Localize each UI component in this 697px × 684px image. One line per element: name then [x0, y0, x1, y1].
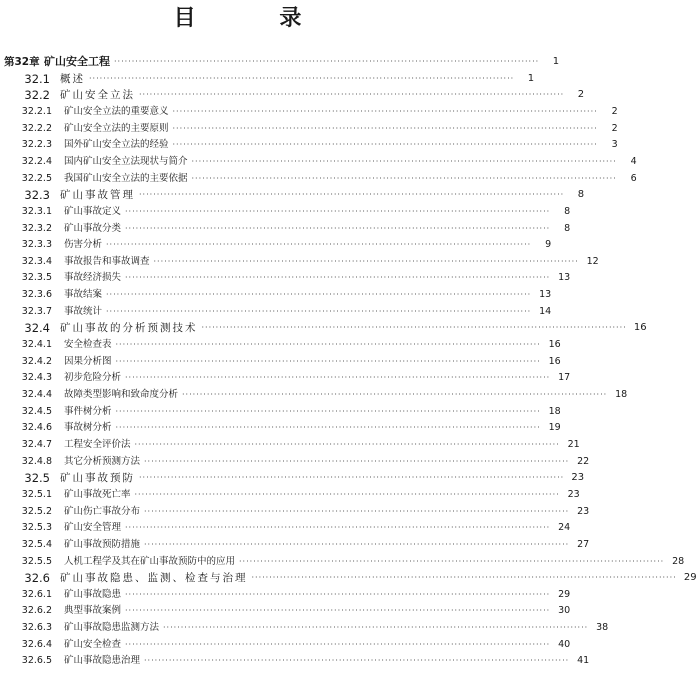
toc-entry-page: 28 — [672, 555, 685, 567]
toc-entry-page: 1 — [527, 72, 535, 84]
toc-entry-title: 事故统计 — [64, 305, 103, 317]
toc-entry-sub — [0, 337, 561, 353]
dot-leader: ························································································································ — [134, 489, 560, 499]
toc-entry-number: 32.2.2 — [21, 122, 52, 134]
toc-entry-section — [0, 470, 585, 486]
toc-entry-sub — [0, 370, 571, 386]
toc-entry-sub — [0, 587, 571, 603]
toc-entry-title: 矿山安全立法的主要原则 — [64, 122, 169, 134]
dot-leader: ························································································································ — [125, 373, 551, 383]
toc-entry-section — [0, 87, 585, 103]
dot-leader: ························································································································ — [144, 456, 570, 466]
toc-entry-sub — [0, 304, 552, 320]
toc-entry-number: 32.3.4 — [21, 255, 52, 267]
toc-entry-number: 32.2.4 — [21, 155, 52, 167]
toc-entry-page: 21 — [567, 438, 580, 450]
toc-entry-page: 27 — [577, 538, 590, 550]
toc-entry-page: 23 — [577, 505, 590, 517]
toc-entry-sub — [0, 404, 561, 420]
dot-leader: ························································································································ — [251, 573, 677, 583]
toc-entry-number: 32.3.6 — [21, 289, 52, 301]
toc-entry-page: 23 — [571, 472, 585, 484]
toc-entry-title: 矿山安全工程 — [44, 55, 110, 68]
dot-leader: ························································································································ — [115, 406, 541, 416]
toc-entry-page: 1 — [552, 56, 560, 67]
toc-entry-number: 32.1 — [24, 71, 50, 86]
dot-leader: ························································································································ — [172, 123, 598, 133]
toc-entry-title: 矿山事故隐患监测方法 — [64, 622, 160, 634]
toc-entry-page: 14 — [539, 305, 552, 317]
toc-entry-number: 32.2.5 — [21, 172, 52, 184]
toc-entry-page: 13 — [558, 272, 571, 284]
toc-entry-page: 4 — [630, 155, 637, 167]
toc-entry-title: 矿山事故分类 — [64, 222, 122, 234]
toc-entry-number: 32.4.6 — [21, 422, 52, 434]
toc-entry-title: 事件树分析 — [64, 405, 112, 417]
toc-entry-sub — [0, 437, 580, 453]
toc-entry-title: 矿山事故死亡率 — [64, 488, 131, 500]
toc-entry-title: 初步危险分析 — [64, 372, 122, 384]
dot-leader: ························································································································ — [125, 206, 551, 216]
toc-entry-sub — [0, 620, 609, 636]
toc-entry-number: 32.2.1 — [21, 105, 52, 117]
toc-entry-number: 32.6.1 — [21, 588, 52, 600]
dot-leader: ························································································································ — [182, 390, 608, 399]
toc-entry-title: 矿山事故隐患 — [64, 588, 122, 600]
toc-entry-sub — [0, 121, 618, 137]
toc-entry-title: 国外矿山安全立法的经验 — [64, 139, 169, 151]
toc-entry-title: 事故结案 — [64, 289, 103, 301]
toc-entry-sub — [0, 454, 590, 470]
toc-entry-page: 16 — [548, 339, 561, 351]
dot-leader: ························································································································ — [144, 656, 570, 666]
toc-entry-page: 6 — [630, 172, 637, 184]
toc-entry-page: 38 — [596, 622, 609, 634]
dot-leader: ························································································································ — [144, 539, 570, 549]
toc-entry-title: 国内矿山安全立法现状与简介 — [64, 155, 188, 167]
toc-entry-sub — [0, 504, 590, 520]
toc-entry-sub — [0, 554, 685, 570]
toc-entry-number: 第32章 — [4, 56, 40, 68]
dot-leader: ························································································································ — [125, 523, 551, 533]
toc-entry-number: 32.4.1 — [21, 339, 52, 351]
toc-entry-page: 2 — [577, 89, 585, 101]
toc-entry-title: 因果分析图 — [64, 355, 112, 367]
toc-entry-page: 16 — [633, 322, 647, 334]
toc-entry-page: 18 — [548, 405, 561, 417]
toc-entry-title: 矿山安全立法 — [60, 89, 135, 102]
toc-entry-title: 工程安全评价法 — [64, 438, 131, 450]
toc-entry-sub — [0, 154, 637, 170]
toc-entry-sub — [0, 270, 571, 286]
dot-leader: ························································································································ — [125, 223, 551, 233]
dot-leader: ························································································································ — [125, 589, 551, 599]
toc-entry-page: 8 — [564, 222, 571, 234]
toc-entry-page: 8 — [577, 189, 585, 201]
toc-entry-number: 32.6 — [24, 571, 50, 586]
toc-entry-number: 32.5.3 — [21, 522, 52, 534]
toc-entry-section — [0, 187, 585, 203]
toc-entry-page: 2 — [611, 122, 618, 134]
toc-entry-number: 32.4.3 — [21, 372, 52, 384]
toc-entry-page: 18 — [615, 389, 628, 400]
toc-entry-number: 32.3 — [24, 188, 50, 203]
dot-leader: ························································································································ — [106, 306, 532, 316]
dot-leader: ························································································································ — [125, 606, 551, 616]
toc-entry-number: 32.5 — [24, 471, 50, 486]
toc-entry-page: 16 — [548, 355, 561, 367]
toc-entry-title: 其它分析预测方法 — [64, 455, 141, 467]
dot-leader: ························································································································ — [172, 140, 598, 150]
toc-entry-number: 32.6.3 — [21, 622, 52, 634]
toc-entry-title: 事故报告和事故调查 — [64, 255, 150, 267]
toc-entry-sub — [0, 104, 618, 120]
toc-entry-title: 矿山事故的分析预测技术 — [60, 322, 198, 335]
toc-entry-page: 22 — [577, 455, 590, 467]
toc-entry-number: 32.5.5 — [21, 555, 52, 567]
dot-leader: ························································································································ — [144, 506, 570, 516]
toc-entry-sub — [0, 204, 571, 220]
toc-entry-page: 2 — [611, 105, 618, 117]
toc-entry-number: 32.6.5 — [21, 655, 52, 667]
toc-entry-section — [0, 71, 535, 87]
toc-entry-sub — [0, 420, 561, 436]
toc-entry-sub — [0, 354, 561, 370]
toc-entry-page: 41 — [577, 655, 590, 667]
dot-leader: ························································································································ — [239, 556, 665, 566]
toc-entry-number: 32.6.2 — [21, 605, 52, 617]
dot-leader: ························································································································ — [125, 273, 551, 283]
dot-leader: ························································································································ — [115, 356, 541, 366]
toc-entry-title: 矿山事故隐患、监测、检查与治理 — [60, 572, 248, 585]
dot-leader: ························································································································ — [191, 156, 617, 166]
toc-entry-title: 矿山事故隐患治理 — [64, 655, 141, 667]
dot-leader: ························································································································ — [139, 190, 565, 200]
toc-entry-page: 17 — [558, 372, 571, 384]
toc-entry-number: 32.5.4 — [21, 538, 52, 550]
toc-entry-title: 矿山安全立法的重要意义 — [64, 105, 169, 117]
toc-entry-title: 矿山事故定义 — [64, 205, 122, 217]
dot-leader: ························································································································ — [115, 423, 541, 433]
toc-entry-number: 32.4.4 — [21, 389, 52, 400]
dot-leader: ························································································································ — [114, 57, 540, 66]
toc-entry-page: 13 — [539, 289, 552, 301]
dot-leader: ························································································································ — [139, 90, 565, 100]
toc-entry-page: 29 — [558, 588, 571, 600]
toc-entry-page: 23 — [567, 488, 580, 500]
toc-entry-page: 30 — [558, 605, 571, 617]
toc-entry-title: 概述 — [60, 72, 85, 85]
dot-leader: ························································································································ — [201, 323, 627, 333]
toc-entry-number: 32.2.3 — [21, 139, 52, 151]
toc-entry-title: 人机工程学及其在矿山事故预防中的应用 — [64, 555, 236, 567]
dot-leader: ························································································································ — [172, 106, 598, 116]
toc-entry-title: 矿山伤亡事故分布 — [64, 505, 141, 517]
dot-leader: ························································································································ — [163, 623, 589, 633]
toc-entry-page: 19 — [548, 422, 561, 434]
toc-entry-number: 32.4 — [24, 321, 50, 336]
toc-entry-sub — [0, 603, 571, 619]
toc-entry-title: 安全检查表 — [64, 339, 112, 351]
toc-entry-title: 我国矿山安全立法的主要依据 — [64, 172, 188, 184]
toc-entry-number: 32.5.1 — [21, 488, 52, 500]
toc-entry-number: 32.5.2 — [21, 505, 52, 517]
dot-leader: ························································································································ — [134, 439, 560, 449]
toc-entry-sub — [0, 137, 618, 153]
dot-leader: ························································································································ — [115, 340, 541, 350]
page-title: 目 录 — [173, 6, 340, 31]
toc-entry-page: 9 — [545, 239, 552, 251]
toc-entry-title: 矿山安全检查 — [64, 638, 122, 650]
toc-entry-number: 32.3.5 — [21, 272, 52, 284]
dot-leader: ························································································································ — [89, 73, 515, 83]
toc-entry-sub — [0, 221, 571, 237]
toc-entry-number: 32.3.1 — [21, 205, 52, 217]
toc-entry-sub — [0, 653, 590, 669]
toc-entry-title: 矿山事故管理 — [60, 189, 135, 202]
toc-entry-chapter — [0, 54, 560, 70]
toc-entry-number: 32.3.2 — [21, 222, 52, 234]
toc-entry-number: 32.4.5 — [21, 405, 52, 417]
toc-entry-number: 32.4.8 — [21, 455, 52, 467]
toc-entry-title: 事故经济损失 — [64, 272, 122, 284]
toc-entry-sub — [0, 387, 628, 403]
dot-leader: ························································································································ — [125, 639, 551, 649]
toc-entry-number: 32.4.7 — [21, 438, 52, 450]
toc-entry-number: 32.3.3 — [21, 239, 52, 251]
toc-entry-page: 12 — [586, 255, 599, 267]
toc-entry-number: 32.3.7 — [21, 305, 52, 317]
toc-entry-sub — [0, 171, 637, 187]
toc-entry-number: 32.2 — [24, 88, 50, 103]
toc-entry-title: 伤害分析 — [64, 239, 103, 251]
toc-entry-sub — [0, 637, 571, 653]
toc-entry-page: 8 — [564, 205, 571, 217]
dot-leader: ························································································································ — [153, 256, 579, 266]
toc-entry-title: 矿山安全管理 — [64, 522, 122, 534]
toc-entry-page: 3 — [611, 139, 618, 151]
toc-entry-title: 矿山事故预防 — [60, 472, 135, 485]
toc-entry-section — [0, 570, 697, 586]
dot-leader: ························································································································ — [139, 473, 565, 483]
toc-entry-section — [0, 320, 647, 336]
toc-entry-title: 典型事故案例 — [64, 605, 122, 617]
toc-entry-title: 故障类型影响和致命度分析 — [64, 389, 179, 400]
toc-entry-sub — [0, 237, 552, 253]
dot-leader: ························································································································ — [106, 290, 532, 300]
toc-entry-sub — [0, 520, 571, 536]
toc-entry-sub — [0, 537, 590, 553]
dot-leader: ························································································································ — [191, 173, 617, 183]
toc-entry-page: 29 — [683, 572, 697, 584]
toc-entry-sub — [0, 487, 580, 503]
toc-entry-sub — [0, 287, 552, 303]
toc-entry-title: 矿山事故预防措施 — [64, 538, 141, 550]
toc-entry-sub — [0, 254, 599, 270]
toc-entry-number: 32.6.4 — [21, 638, 52, 650]
toc-entry-number: 32.4.2 — [21, 355, 52, 367]
toc-entry-page: 40 — [558, 638, 571, 650]
dot-leader: ························································································································ — [106, 240, 532, 250]
toc-entry-title: 事故树分析 — [64, 422, 112, 434]
toc-entry-page: 24 — [558, 522, 571, 534]
